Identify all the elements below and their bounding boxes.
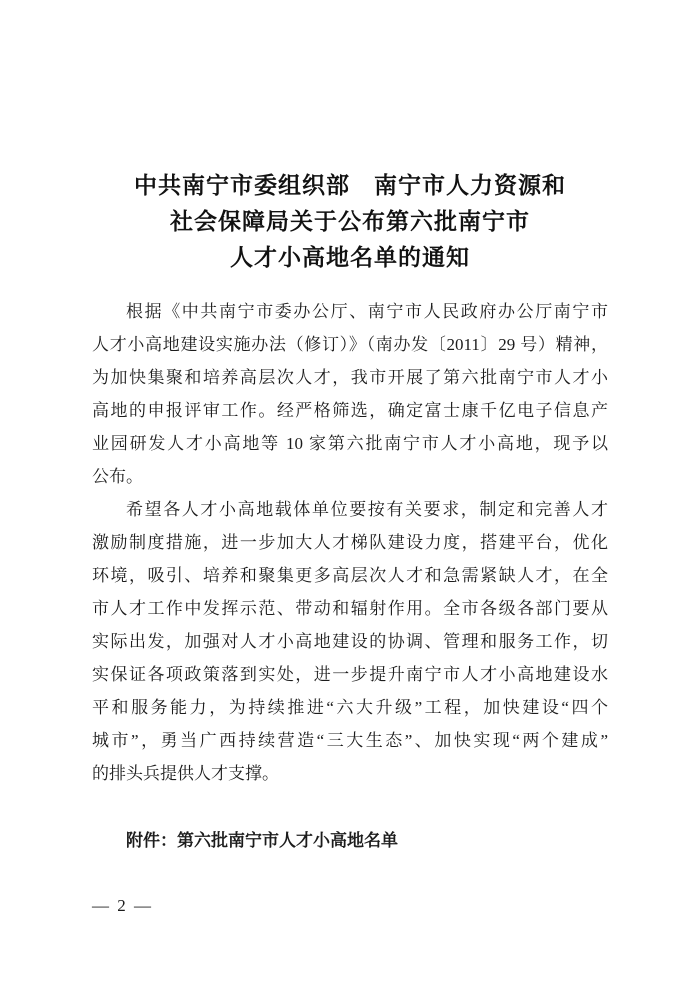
body-line: 公布。 bbox=[92, 467, 143, 486]
body-line: 业园研发人才小高地等 10 家第六批南宁市人才小高地，现予以 bbox=[92, 434, 608, 453]
attachment-line: 附件：第六批南宁市人才小高地名单 bbox=[126, 831, 398, 850]
title-line-1: 中共南宁市委组织部 南宁市人力资源和 bbox=[134, 172, 566, 199]
document-body bbox=[92, 295, 608, 790]
body-line: 高地的申报评审工作。经严格筛选，确定富士康千亿电子信息产 bbox=[92, 401, 608, 420]
page-number: — 2 — bbox=[92, 896, 153, 915]
body-line: 的排头兵提供人才支撑。 bbox=[92, 764, 279, 783]
body-line: 平和服务能力，为持续推进“六大升级”工程，加快建设“四个 bbox=[92, 698, 608, 717]
body-line: 根据《中共南宁市委办公厅、南宁市人民政府办公厅南宁市 bbox=[126, 302, 608, 321]
body-line: 人才小高地建设实施办法（修订）》（南办发〔2011〕29 号）精神， bbox=[92, 335, 608, 354]
body-line: 希望各人才小高地载体单位要按有关要求，制定和完善人才 bbox=[126, 500, 608, 519]
body-line: 环境，吸引、培养和聚集更多高层次人才和急需紧缺人才，在全 bbox=[92, 566, 608, 585]
body-line: 为加快集聚和培养高层次人才，我市开展了第六批南宁市人才小 bbox=[92, 368, 608, 387]
body-line: 实际出发，加强对人才小高地建设的协调、管理和服务工作，切 bbox=[92, 632, 608, 651]
body-line: 激励制度措施，进一步加大人才梯队建设力度，搭建平台，优化 bbox=[92, 533, 608, 552]
document-title bbox=[0, 167, 700, 275]
body-line: 城市”，勇当广西持续营造“三大生态”、加快实现“两个建成” bbox=[92, 731, 608, 750]
body-line: 实保证各项政策落到实处，进一步提升南宁市人才小高地建设水 bbox=[92, 665, 608, 684]
title-line-3: 人才小高地名单的通知 bbox=[230, 244, 470, 271]
body-line: 市人才工作中发挥示范、带动和辐射作用。全市各级各部门要从 bbox=[92, 599, 608, 618]
title-line-2: 社会保障局关于公布第六批南宁市 bbox=[170, 208, 530, 235]
